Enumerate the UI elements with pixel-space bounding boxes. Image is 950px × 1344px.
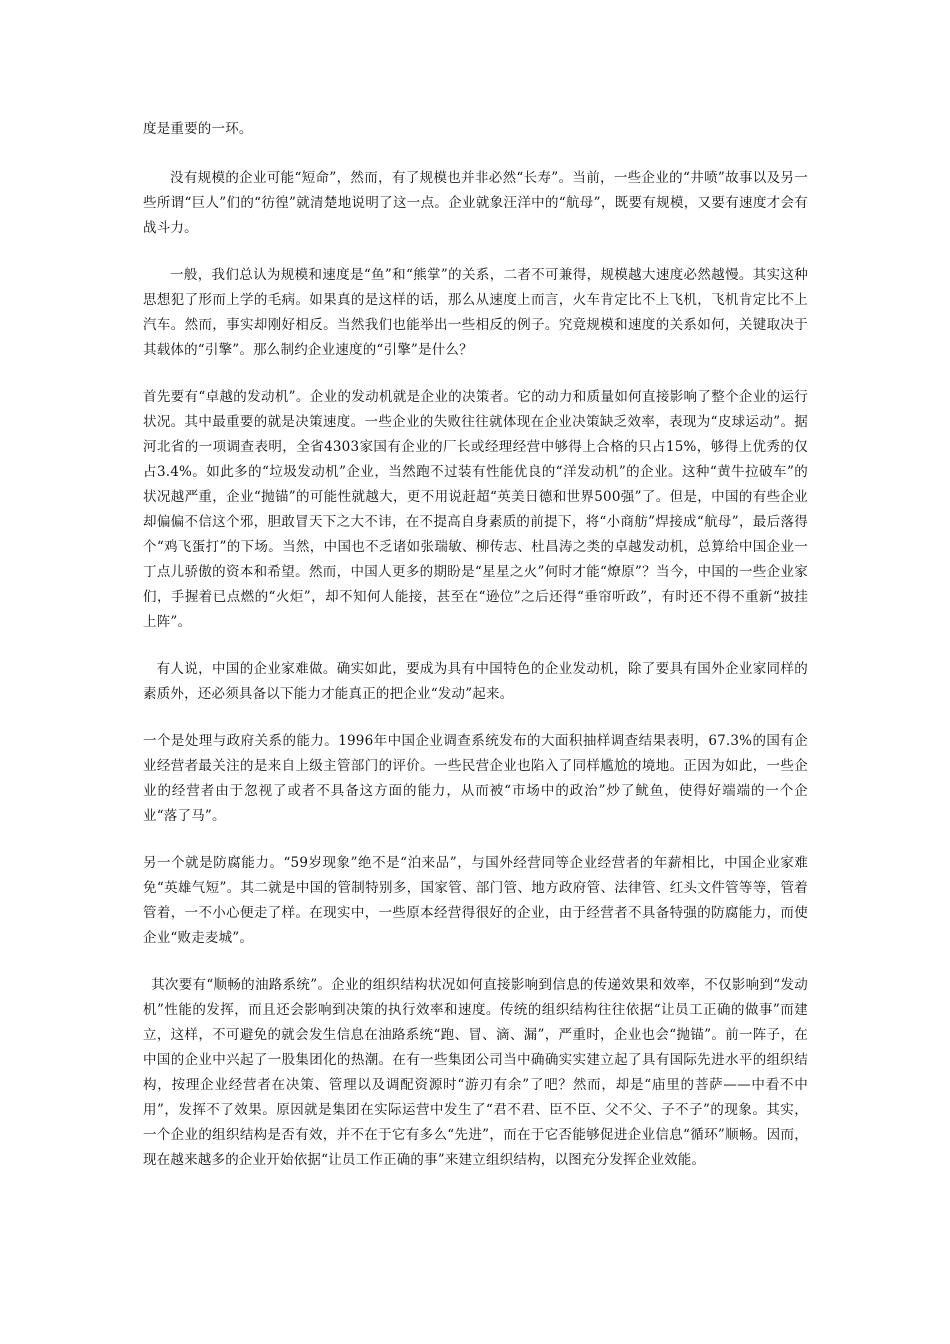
paragraph-7: 另一个就是防腐能力。“59岁现象”绝不是“泊来品”，与国外经营同等企业经营者的年薪相比，中国企业家难免“英雄气短”。其二就是中国的管制特别多，国家管、部门管、地方政府管、法律管、红头文件管等等，管着管着，一不小心便走了样。在现实中，一些原本经营得很好的企业，由于经营者不具备特强的防腐能力，而使企业“败走麦城”。 bbox=[143, 855, 808, 946]
paragraph-2: 没有规模的企业可能“短命”，然而，有了规模也并非必然“长寿”。当前，一些企业的“井喷”故事以及另一些所谓“巨人”们的“彷徨”就清楚地说明了这一点。企业就象汪洋中的“航母”，既要有规模，又要有速度才会有战斗力。 bbox=[143, 170, 808, 236]
paragraph-5: 有人说，中国的企业家难做。确实如此，要成为具有中国特色的企业发动机，除了要具有国外企业家同样的素质外，还必须具备以下能力才能真正的把企业“发动”起来。 bbox=[143, 661, 808, 702]
paragraph-8: 其次要有“顺畅的油路系统”。企业的组织结构状况如何直接影响到信息的传递效果和效率，不仅影响到“发动机”性能的发挥，而且还会影响到决策的执行效率和速度。传统的组织结构往往依据“让员工正确的做事”而建立，这样，不可避免的就会发生信息在油路系统“跑、冒、滴、漏”，严重时，企业也会“抛锚”。前一阵子，在中国的企业中兴起了一股集团化的热潮。在有一些集团公司当中确确实实建立起了具有国际先进水平的组织结构，按理企业经营者在决策、管理以及调配资源时“游刃有余”了吧？然而，却是“庙里的菩萨——中看不中用”，发挥不了效果。原因就是集团在实际运营中发生了“君不君、臣不臣、父不父、子不子”的现象。其实，一个企业的组织结构是否有效，并不在于它有多么“先进”，而在于它否能够促进企业信息“循环”顺畅。因而，现在越来越多的企业开始依据“让员工作正确的事”来建立组织结构，以图充分发挥企业效能。 bbox=[143, 977, 808, 1168]
document-body bbox=[143, 117, 808, 1195]
paragraph-6: 一个是处理与政府关系的能力。1996年中国企业调查系统发布的大面积抽样调查结果表明，67.3%的国有企业经营者最关注的是来自上级主管部门的评价。一些民营企业也陷入了同样尴尬的境地。正因为如此，一些企业的经营者由于忽视了或者不具备这方面的能力，从而被“市场中的政治”炒了鱿鱼，使得好端端的一个企业“落了马”。 bbox=[143, 733, 808, 824]
paragraph-3: 一般，我们总认为规模和速度是“鱼”和“熊掌”的关系，二者不可兼得，规模越大速度必然越慢。其实这种思想犯了形而上学的毛病。如果真的是这样的话，那么从速度上而言，火车肯定比不上飞机，飞机肯定比不上汽车。然而，事实却刚好相反。当然我们也能举出一些相反的例子。究竟规模和速度的关系如何，关键取决于其载体的“引擎”。那么制约企业速度的“引擎”是什么？ bbox=[143, 267, 808, 358]
paragraph-1: 度是重要的一环。 bbox=[143, 121, 253, 137]
paragraph-4: 首先要有“卓越的发动机”。企业的发动机就是企业的决策者。它的动力和质量如何直接影响了整个企业的运行状况。其中最重要的就是决策速度。一些企业的失败往往就体现在企业决策缺乏效率，表现为“皮球运动”。据河北省的一项调查表明，全省4303家国有企业的厂长或经理经营中够得上合格的只占15%，够得上优秀的仅占3.4%。如此多的“垃圾发动机”企业，当然跑不过装有性能优良的“洋发动机”的企业。这种“黄牛拉破车”的状况越严重，企业“抛锚”的可能性就越大，更不用说赶超“英美日德和世界500强”了。但是，中国的有些企业却偏偏不信这个邪，胆敢冒天下之大不讳，在不提高自身素质的前提下，将“小商舫”焊接成“航母”，最后落得个“鸡飞蛋打”的下场。当然，中国也不乏诸如张瑞敏、柳传志、杜昌涛之类的卓越发动机，总算给中国企业一丁点儿骄傲的资本和希望。然而，中国人更多的期盼是“星星之火”何时才能“燎原”？当今，中国的一些企业家们，手握着已点燃的“火炬”，却不知何人能接，甚至在“逊位”之后还得“垂帘听政”，有时还不得不重新“披挂上阵”。 bbox=[143, 389, 808, 630]
